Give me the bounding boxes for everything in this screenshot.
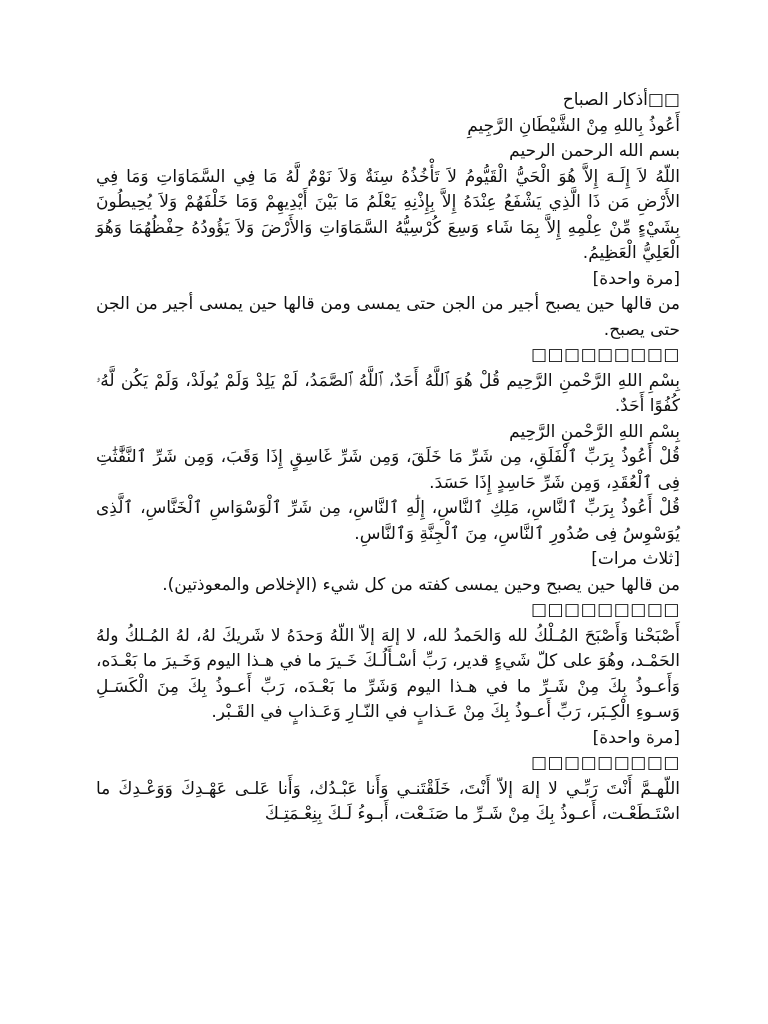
- repeat-count-three: [ثلاث مرات]: [591, 549, 680, 569]
- basmala-line: بِسْمِ اللهِ الرَّحْمنِ الرَّحِيم: [509, 421, 680, 442]
- document-page: [96, 88, 680, 828]
- repeat-count-once: [مرة واحدة]: [592, 268, 680, 289]
- ayat-al-kursi-paragraph: اللّهُ لاَ إِلَـهَ إِلاَّ هُوَ الْحَيُّ الْقَيُّومُ لاَ تَأْخُذُهُ سِنَةٌ وَلاَ نَوْمٌ لَّهُ مَا فِي السَّمَاوَاتِ وَمَا فِي الأَرْضِ مَن ذَا الَّذِي يَشْفَعُ عِنْدَهُ إِلاَّ بِإِذْنِهِ يَعْلَمُ مَا بَيْنَ أَيْدِيهِمْ وَمَا خَلْفَهُمْ وَلاَ يُحِيطُونَ بِشَيْءٍ مِّنْ عِلْمِهِ إِلاَّ بِمَا شَاء وَسِعَ كُرْسِيُّهُ السَّمَاوَاتِ وَالأَرْضَ وَلاَ يَؤُودُهُ حِفْظُهُمَا وَهُوَ الْعَلِيُّ الْعَظِيمُ.: [96, 166, 680, 263]
- repeat-count-once: [مرة واحدة]: [592, 727, 680, 748]
- basmala-line: بسم الله الرحمن الرحيم: [509, 141, 680, 161]
- isti-adha-line: أَعُوذُ بِاللهِ مِنْ الشَّيْطَانِ الرَّجِيمِ: [467, 115, 680, 136]
- surat-an-nas: قُلْ أَعُوذُ بِرَبِّ ٱلنَّاسِ، مَلِكِ ٱلنَّاسِ، إِلَٰهِ ٱلنَّاسِ، مِن شَرِّ ٱلْوَسْوَاسِ ٱلْخَنَّاسِ، ٱلَّذِى يُوَسْوِسُ فِى صُدُورِ ٱلنَّاسِ، مِنَ ٱلْجِنَّةِ وَٱلنَّاسِ.: [96, 498, 680, 544]
- asbahna-dhikr: أَصْبَحْنا وَأَصْبَحَ المُـلْكُ لله وَالحَمدُ لله، لا إلهَ إلاّ اللّهُ وَحدَهُ لا شَريكَ لهُ، لهُ المُـلكُ ولهُ الحَمْـد، وهُوَ على كلّ شَيءٍ قدير، رَبِّ أسْـأَلُـكَ خَـيرَ ما في هـذا اليوم وَخَـيرَ ما بَعْـدَه، وَأَعـوذُ بِكَ مِنْ شَـرِّ ما في هـذا اليوم وَشَرِّ ما بَعْـدَه، رَبِّ أَعـوذُ بِكَ مِنَ الْكَسَـلِ وَسـوءِ الْكِـبَر، رَبِّ أَعـوذُ بِكَ مِنْ عَـذابٍ في النّـارِ وَعَـذابٍ في القَـبْر.: [96, 625, 680, 722]
- document-title: □□أذكار الصباح: [562, 90, 680, 110]
- separator-glyphs: □□□□□□□□□: [530, 600, 680, 620]
- muawwidhat-virtue: من قالها حين يصبح وحين يمسى كفته من كل شيء (الإخلاص والمعوذتين).: [162, 574, 680, 595]
- separator-glyphs: □□□□□□□□□: [530, 753, 680, 773]
- surat-al-falaq: قُلْ أَعُوذُ بِرَبِّ ٱلْفَلَقِ، مِن شَرِّ مَا خَلَقَ، وَمِن شَرِّ غَاسِقٍ إِذَا وَقَبَ، وَمِن شَرِّ ٱلنَّفَّٰثَٰتِ فِى ٱلْعُقَدِ، وَمِن شَرِّ حَاسِدٍ إِذَا حَسَدَ.: [96, 447, 680, 493]
- surat-al-ikhlas: بِسْمِ اللهِ الرَّحْمنِ الرَّحِيم قُلْ هُوَ ٱللَّهُ أَحَدٌ، ٱللَّهُ ٱلصَّمَدُ، لَمْ يَلِدْ وَلَمْ يُولَدْ، وَلَمْ يَكُن لَّهُۥ كُفُوًا أَحَدٌ.: [96, 370, 680, 416]
- separator-glyphs: □□□□□□□□□: [530, 345, 680, 365]
- sayyid-al-istighfar: اللّهـمَّ أَنْتَ رَبِّـي لا إلهَ إلاّ أَنْتَ، خَلَقْتَنـي وَأَنا عَبْـدُك، وَأَنا عَلـى عَهْـدِكَ وَوَعْـدِكَ ما اسْتَـطَعْـت، أَعـوذُ بِكَ مِنْ شَـرِّ ما صَنَـعْت، أَبـوءُ لَـكَ بِنِعْـمَتِـكَ: [96, 778, 680, 824]
- ayat-al-kursi-virtue: من قالها حين يصبح أجير من الجن حتى يمسى ومن قالها حين يمسى أجير من الجن حتى يصبح.: [96, 294, 680, 340]
